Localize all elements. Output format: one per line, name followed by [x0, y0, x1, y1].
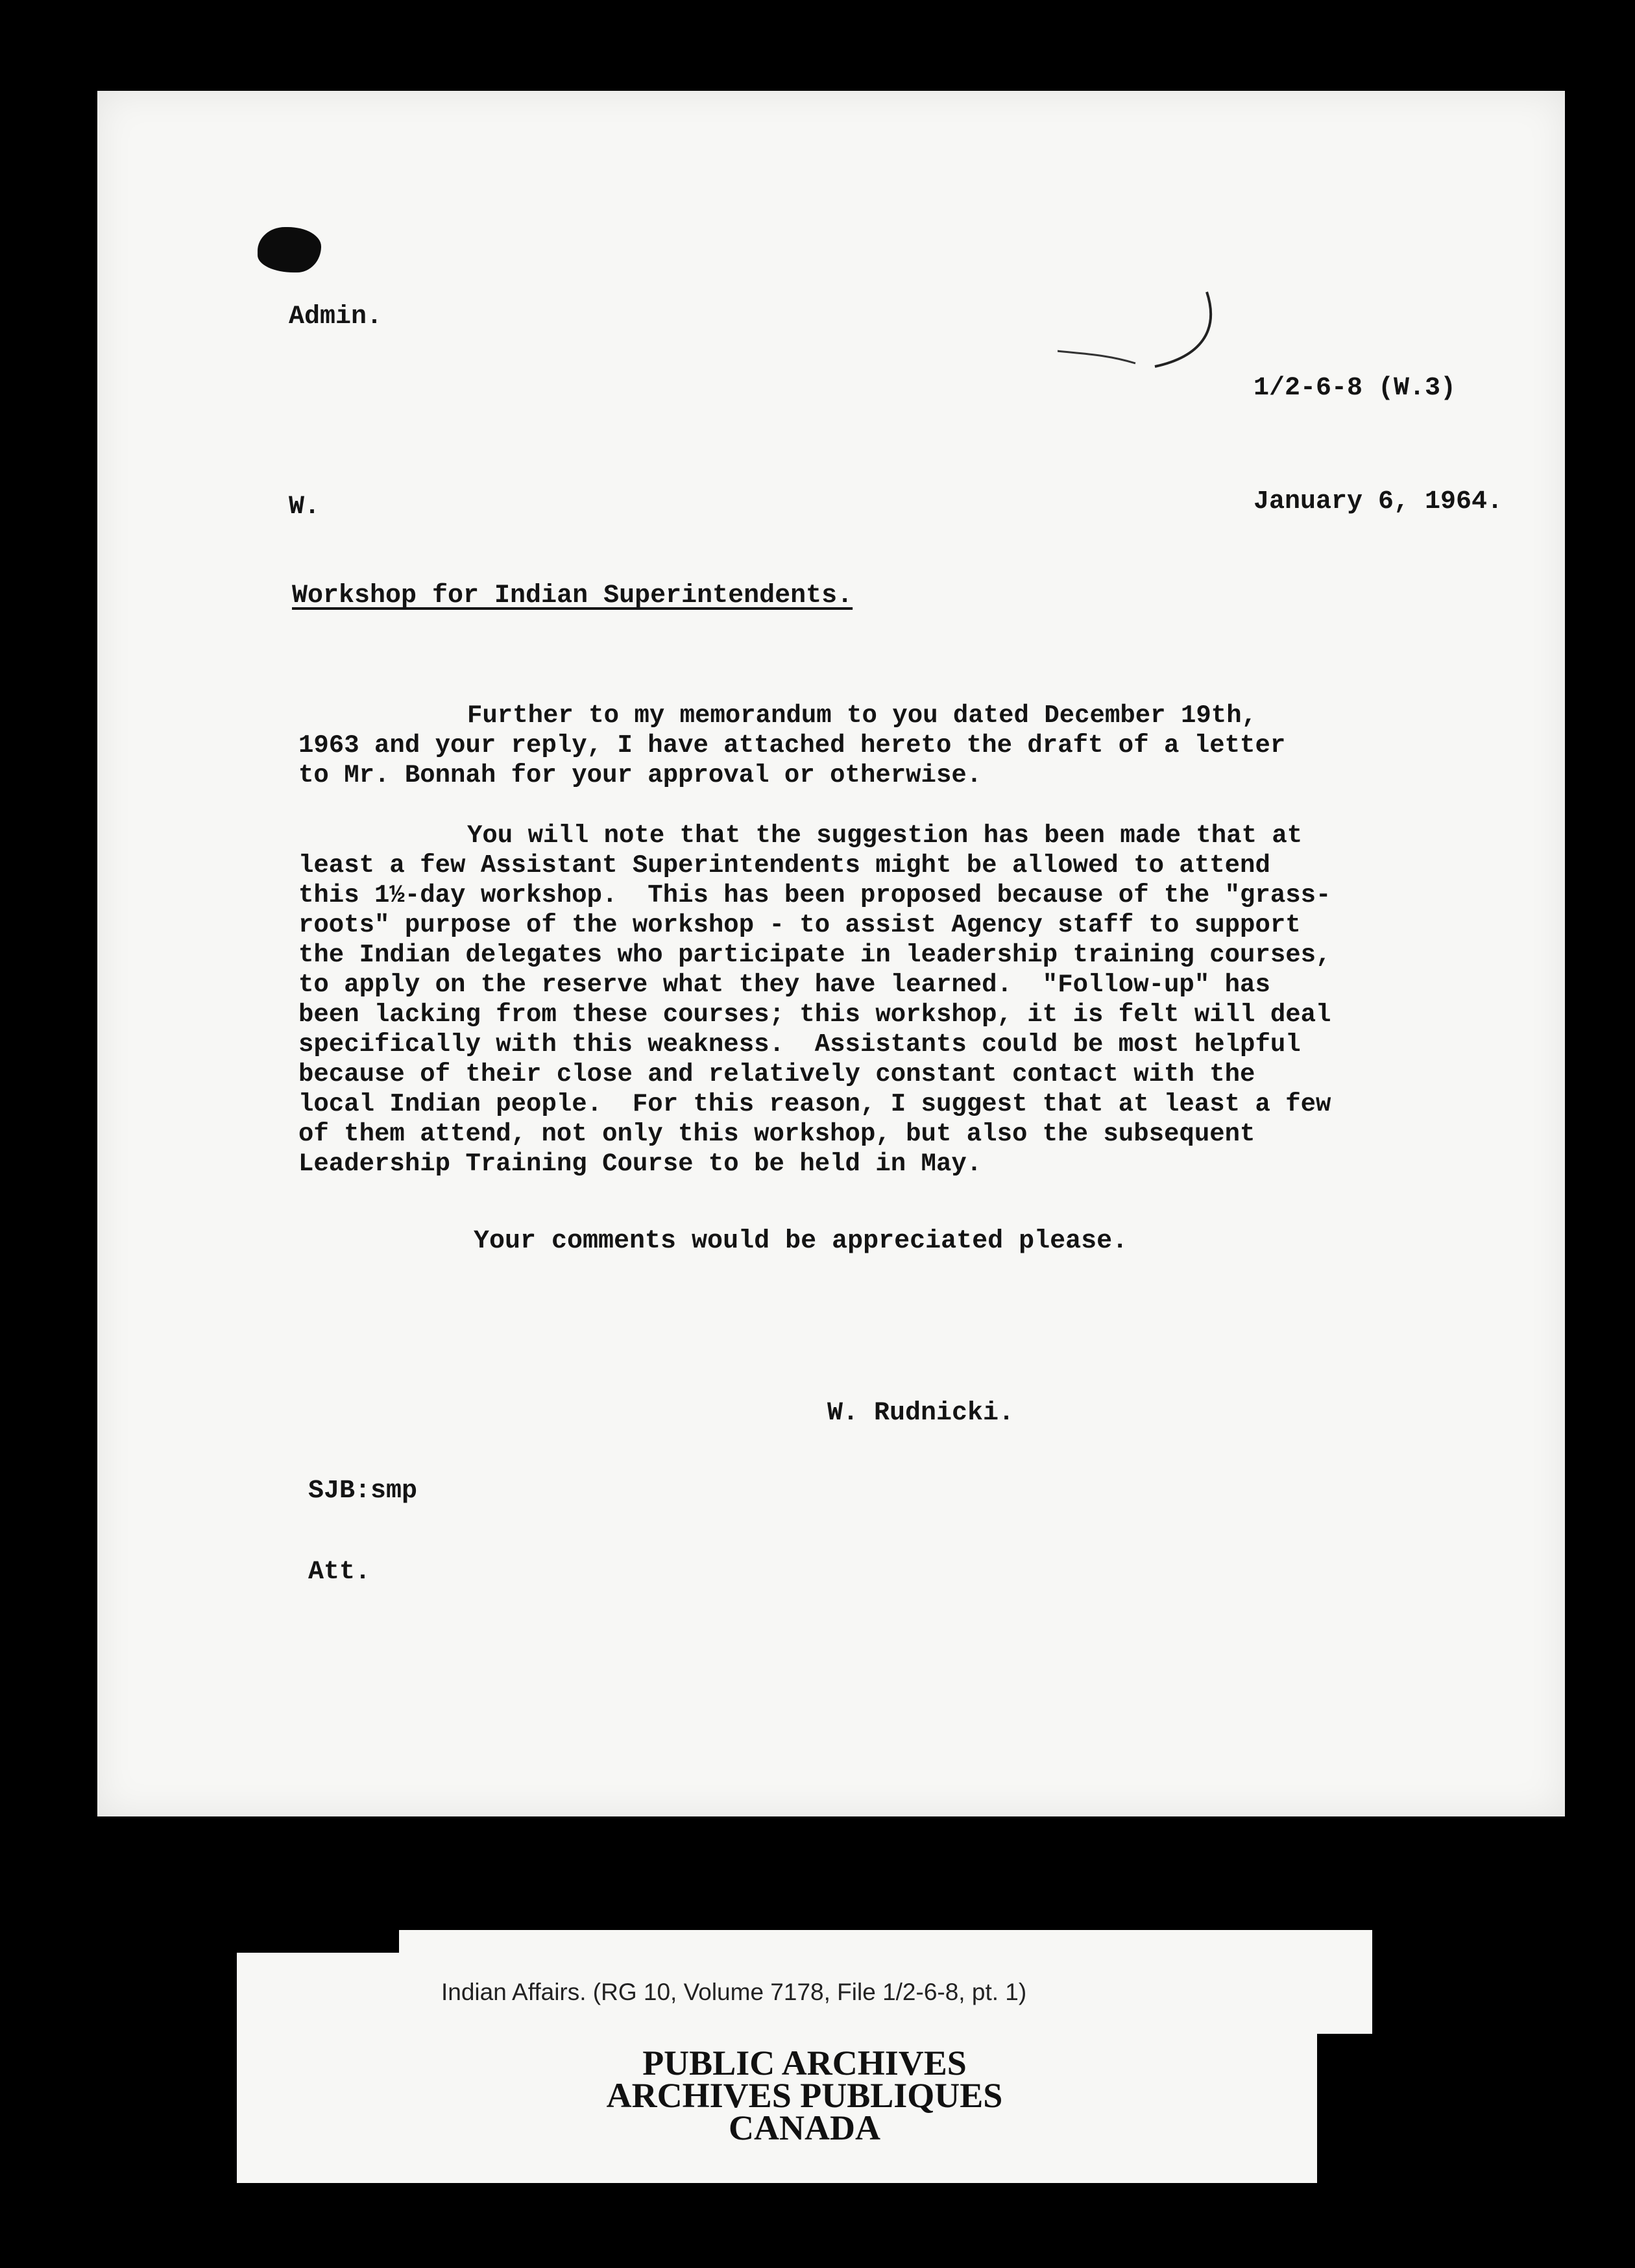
- paragraph-line: the Indian delegates who participate in leadership training courses,: [298, 941, 1331, 969]
- pen-mark: [1058, 195, 1226, 402]
- file-number: 1/2-6-8 (W.3): [1254, 374, 1457, 403]
- archive-line-english: PUBLIC ARCHIVES: [642, 2044, 967, 2082]
- memo-to: W.: [289, 492, 321, 522]
- paragraph-line: local Indian people. For this reason, I suggest that at least a few: [298, 1090, 1331, 1118]
- signature: W. Rudnicki.: [827, 1399, 1015, 1428]
- archive-line-country: CANADA: [729, 2108, 880, 2147]
- paragraph-line: You will note that the suggestion has been made that at: [467, 821, 1303, 850]
- ink-blot: [258, 227, 321, 272]
- attachment-note: Att.: [308, 1558, 371, 1587]
- typist-initials: SJB:smp: [308, 1477, 418, 1506]
- memo-from: Admin.: [289, 302, 383, 332]
- paragraph-line: Further to my memorandum to you dated December 19th,: [467, 701, 1257, 730]
- archive-line-french: ARCHIVES PUBLIQUES: [606, 2076, 1003, 2115]
- memo-subject: Workshop for Indian Superintendents.: [292, 581, 853, 610]
- paragraph-3: Your comments would be appreciated please.: [474, 1227, 1128, 1256]
- paragraph-line: Leadership Training Course to be held in May.: [298, 1150, 982, 1178]
- archive-reference: Indian Affairs. (RG 10, Volume 7178, File 1/2-6-8, pt. 1): [441, 1979, 1027, 2005]
- paragraph-line: 1963 and your reply, I have attached hereto the draft of a letter: [298, 731, 1286, 760]
- paragraph-line: of them attend, not only this workshop, but also the subsequent: [298, 1120, 1255, 1148]
- archive-stamp: [480, 2044, 1129, 2147]
- paragraph-line: specifically with this weakness. Assistants could be most helpful: [298, 1030, 1301, 1059]
- paragraph-line: because of their close and relatively constant contact with the: [298, 1060, 1255, 1089]
- memo-sheet: [97, 91, 1565, 1816]
- paragraph-2: [298, 821, 1466, 1179]
- paragraph-line: to Mr. Bonnah for your approval or otherwise.: [298, 761, 982, 790]
- paragraph-line: to apply on the reserve what they have learned. "Follow-up" has: [298, 971, 1270, 999]
- paragraph-line: least a few Assistant Superintendents might be allowed to attend: [298, 851, 1270, 880]
- paragraph-1: [298, 701, 1466, 790]
- paragraph-line: been lacking from these courses; this workshop, it is felt will deal: [298, 1000, 1331, 1029]
- memo-date: January 6, 1964.: [1254, 487, 1503, 516]
- paragraph-line: this 1½-day workshop. This has been proposed because of the "grass-: [298, 881, 1331, 910]
- paragraph-line: roots" purpose of the workshop - to assist Agency staff to support: [298, 911, 1301, 939]
